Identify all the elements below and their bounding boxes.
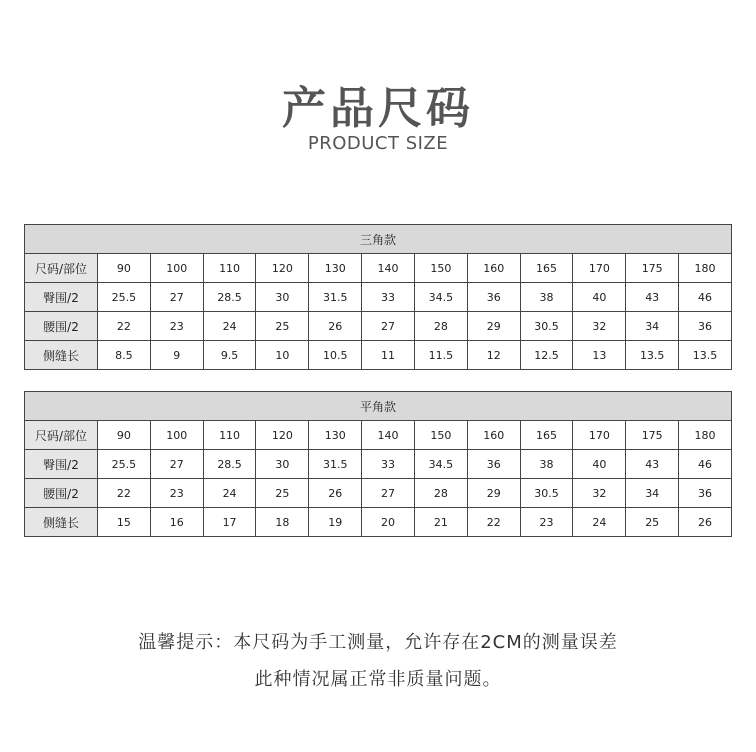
table-cell: 34	[626, 312, 679, 341]
table-cell: 34.5	[414, 450, 467, 479]
table-cell: 22	[98, 312, 151, 341]
table-cell: 22	[467, 508, 520, 537]
notice-line-2: 此种情况属正常非质量问题。	[254, 669, 502, 690]
table-cell: 33	[362, 283, 415, 312]
table-cell: 9	[150, 341, 203, 370]
table-cell: 25	[626, 508, 679, 537]
table-cell: 21	[414, 508, 467, 537]
table-cell: 9.5	[203, 341, 256, 370]
table-cell: 38	[520, 450, 573, 479]
table-row	[25, 479, 732, 508]
table-cell: 10.5	[309, 341, 362, 370]
table-cell: 165	[520, 254, 573, 283]
table-cell: 19	[309, 508, 362, 537]
table-cell: 25.5	[98, 283, 151, 312]
table-cell: 38	[520, 283, 573, 312]
table-cell: 150	[414, 421, 467, 450]
table-cell: 15	[98, 508, 151, 537]
table-cell: 46	[679, 283, 732, 312]
table-cell: 25.5	[98, 450, 151, 479]
notice-line-1: 温馨提示：本尺码为手工测量，允许存在2CM的测量误差	[138, 632, 618, 653]
table-cell: 13.5	[679, 341, 732, 370]
table-cell: 10	[256, 341, 309, 370]
table-cell: 160	[467, 254, 520, 283]
table-cell: 27	[150, 450, 203, 479]
table-cell: 36	[679, 479, 732, 508]
row-label: 腰围/2	[25, 312, 98, 341]
table-cell: 170	[573, 254, 626, 283]
table-cell: 165	[520, 421, 573, 450]
row-label: 侧缝长	[25, 508, 98, 537]
table-cell: 24	[203, 479, 256, 508]
table-cell: 23	[150, 479, 203, 508]
table-cell: 90	[98, 254, 151, 283]
table-cell: 23	[150, 312, 203, 341]
table-cell: 90	[98, 421, 151, 450]
table-cell: 36	[679, 312, 732, 341]
table-cell: 110	[203, 421, 256, 450]
table-cell: 27	[150, 283, 203, 312]
table-cell: 28	[414, 479, 467, 508]
table-cell: 30.5	[520, 312, 573, 341]
table-cell: 13	[573, 341, 626, 370]
table-cell: 23	[520, 508, 573, 537]
table-cell: 29	[467, 479, 520, 508]
table-row	[25, 450, 732, 479]
size-table-briefs	[24, 224, 732, 370]
table-cell: 20	[362, 508, 415, 537]
table-cell: 28	[414, 312, 467, 341]
table-cell: 16	[150, 508, 203, 537]
table-header: 三角款	[25, 225, 732, 254]
table-cell: 170	[573, 421, 626, 450]
table-cell: 22	[98, 479, 151, 508]
table-cell: 43	[626, 450, 679, 479]
table-cell: 32	[573, 312, 626, 341]
table-cell: 140	[362, 254, 415, 283]
table-cell: 46	[679, 450, 732, 479]
size-table-boxers	[24, 391, 732, 537]
table-cell: 110	[203, 254, 256, 283]
table-cell: 26	[309, 312, 362, 341]
table-cell: 28.5	[203, 450, 256, 479]
row-label: 臀围/2	[25, 283, 98, 312]
table-cell: 130	[309, 254, 362, 283]
table-cell: 18	[256, 508, 309, 537]
table-cell: 130	[309, 421, 362, 450]
row-label: 尺码/部位	[25, 421, 98, 450]
table-cell: 100	[150, 421, 203, 450]
table-row	[25, 312, 732, 341]
table-cell: 29	[467, 312, 520, 341]
table-row	[25, 341, 732, 370]
table-cell: 31.5	[309, 450, 362, 479]
table-cell: 24	[573, 508, 626, 537]
table-cell: 34	[626, 479, 679, 508]
table-cell: 17	[203, 508, 256, 537]
table-cell: 26	[679, 508, 732, 537]
table-cell: 28.5	[203, 283, 256, 312]
table-cell: 120	[256, 254, 309, 283]
table-row	[25, 283, 732, 312]
table-cell: 36	[467, 450, 520, 479]
table-cell: 32	[573, 479, 626, 508]
table-cell: 25	[256, 312, 309, 341]
table-cell: 34.5	[414, 283, 467, 312]
table-cell: 120	[256, 421, 309, 450]
table-cell: 180	[679, 421, 732, 450]
table-cell: 30	[256, 283, 309, 312]
table-cell: 27	[362, 312, 415, 341]
table-row	[25, 254, 732, 283]
table-cell: 43	[626, 283, 679, 312]
table-cell: 160	[467, 421, 520, 450]
row-label: 臀围/2	[25, 450, 98, 479]
table-cell: 30	[256, 450, 309, 479]
table-cell: 26	[309, 479, 362, 508]
table-cell: 13.5	[626, 341, 679, 370]
table-cell: 175	[626, 254, 679, 283]
page-title: 产品尺码	[282, 83, 474, 134]
table-cell: 33	[362, 450, 415, 479]
table-cell: 175	[626, 421, 679, 450]
row-label: 腰围/2	[25, 479, 98, 508]
row-label: 尺码/部位	[25, 254, 98, 283]
page-subtitle: PRODUCT SIZE	[307, 133, 449, 154]
table-cell: 12	[467, 341, 520, 370]
table-cell: 40	[573, 283, 626, 312]
table-cell: 8.5	[98, 341, 151, 370]
table-cell: 30.5	[520, 479, 573, 508]
table-header: 平角款	[25, 392, 732, 421]
table-cell: 180	[679, 254, 732, 283]
table-cell: 140	[362, 421, 415, 450]
table-cell: 12.5	[520, 341, 573, 370]
row-label: 侧缝长	[25, 341, 98, 370]
table-cell: 24	[203, 312, 256, 341]
table-row	[25, 421, 732, 450]
table-cell: 11.5	[414, 341, 467, 370]
table-cell: 100	[150, 254, 203, 283]
table-cell: 25	[256, 479, 309, 508]
table-cell: 31.5	[309, 283, 362, 312]
table-cell: 150	[414, 254, 467, 283]
table-cell: 27	[362, 479, 415, 508]
table-row	[25, 508, 732, 537]
table-cell: 40	[573, 450, 626, 479]
table-cell: 36	[467, 283, 520, 312]
table-cell: 11	[362, 341, 415, 370]
